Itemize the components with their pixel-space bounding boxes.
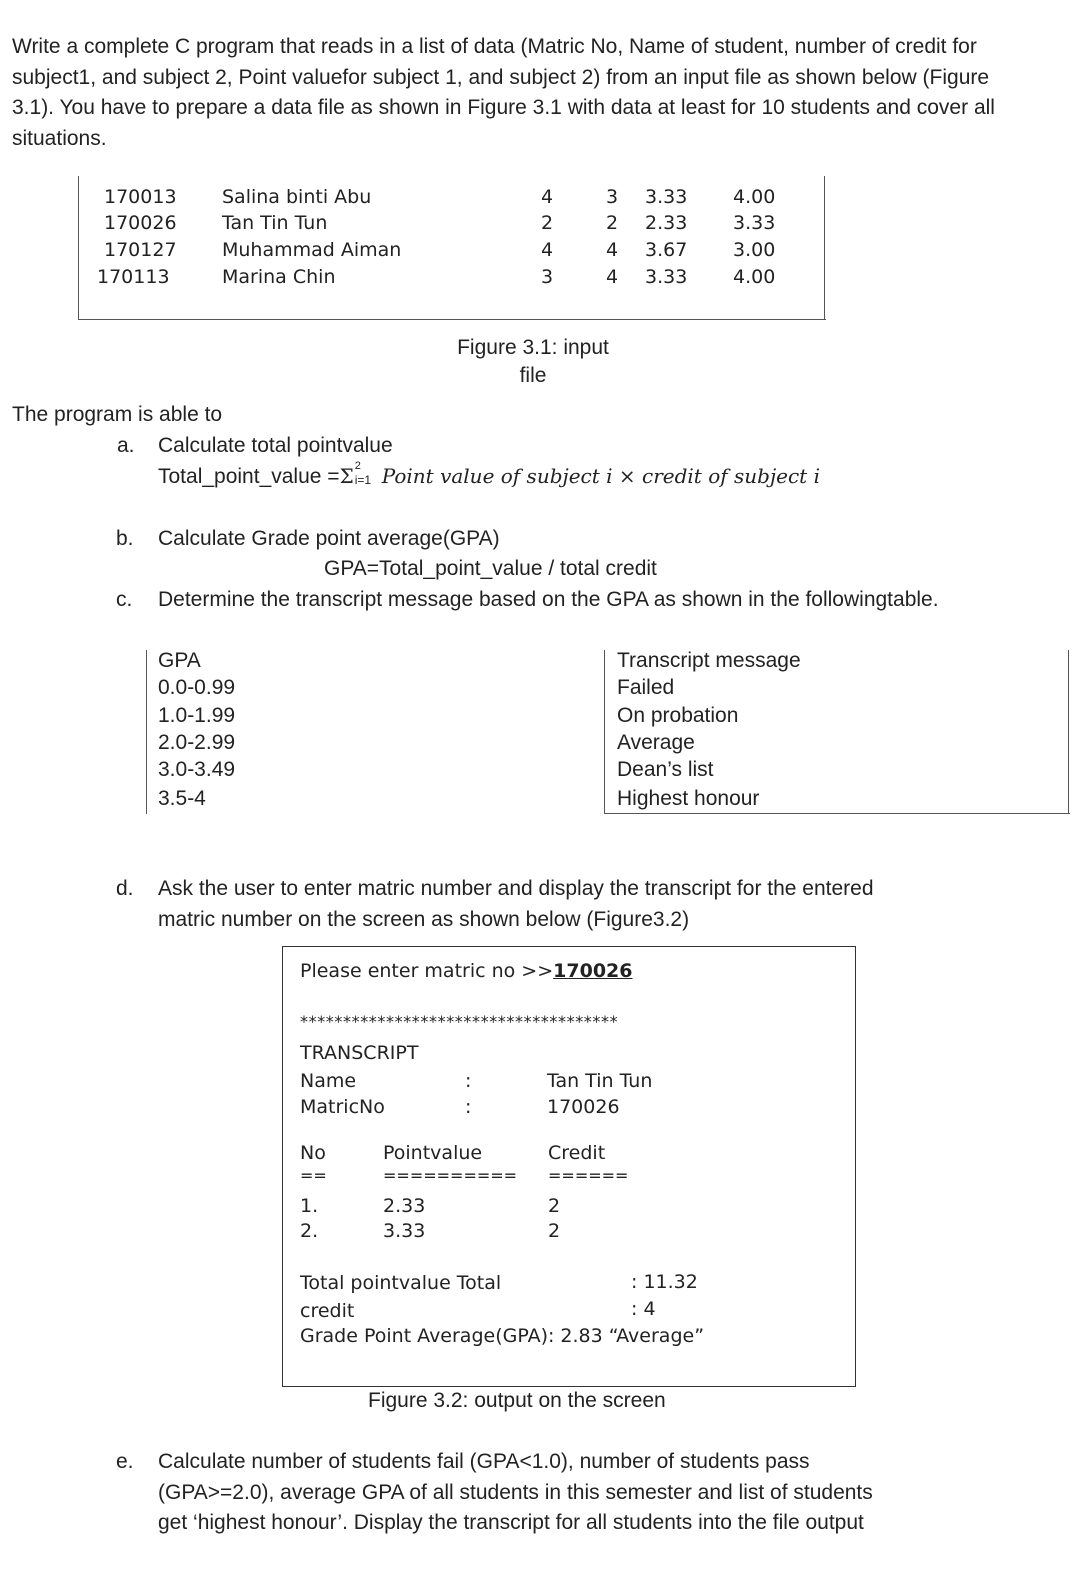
gpa-row-3: 2.0-2.99 [158, 731, 236, 754]
item-e-letter: e. [116, 1450, 134, 1473]
total-value2: : 4 [631, 1298, 656, 1320]
entered-matric: 170026 [553, 960, 633, 982]
item-a-formula [158, 460, 820, 489]
gpa-result-line: Grade Point Average(GPA): 2.83 “Average” [300, 1325, 705, 1347]
msg-row-1: Failed [617, 676, 675, 699]
sum-bounds [354, 460, 382, 488]
gpa-table-bottom-border [604, 813, 1070, 814]
formula-italic-part: Point value of subject i × credit of subject i [381, 464, 820, 488]
matric-value: 170026 [547, 1096, 620, 1116]
input-row-1-p1: 3.33 [645, 186, 688, 208]
row-1-credit: 2 [548, 1195, 561, 1217]
item-d-line2: matric number on the screen as shown below (Figure3.2) [158, 908, 690, 931]
input-row-2-c1: 2 [541, 212, 554, 234]
input-row-2-matric: 170026 [104, 212, 177, 234]
item-b-letter: b. [116, 527, 134, 550]
input-row-3-name: Muhammad Aiman [222, 239, 402, 261]
name-colon: : [465, 1070, 472, 1092]
program-intro: The program is able to [12, 403, 223, 426]
row-2-point: 3.33 [383, 1220, 426, 1242]
total-line2: credit [300, 1300, 355, 1322]
sep-no: == [300, 1166, 327, 1185]
sum-bottom: i=1 [354, 473, 372, 488]
input-row-2-p1: 2.33 [645, 212, 688, 234]
gpa-row-1: 0.0-0.99 [158, 676, 236, 699]
input-row-1-c1: 4 [541, 186, 554, 208]
input-row-3-p2: 3.00 [733, 239, 776, 261]
input-row-4-p1: 3.33 [645, 266, 688, 288]
input-file-bottom-border [78, 319, 826, 320]
item-e-line1: Calculate number of students fail (GPA<1.0), number of students pass [158, 1450, 810, 1473]
gpa-header: GPA [158, 649, 201, 672]
row-1-point: 2.33 [383, 1195, 426, 1217]
screen-prompt [300, 960, 632, 982]
row-2-credit: 2 [548, 1220, 561, 1242]
name-value: Tan Tin Tun [547, 1070, 653, 1092]
col-credit-header: Credit [548, 1142, 606, 1164]
matric-line-clip [290, 1094, 790, 1116]
input-row-3-p1: 3.67 [645, 239, 688, 261]
sep-point: ========== [383, 1166, 518, 1185]
gpa-row-2: 1.0-1.99 [158, 704, 236, 727]
intro-paragraph: Write a complete C program that reads in a list of data (Matric No, Name of student, number of credit for subject1, and subject 2, Point valuefor subject 1, and subject 2) from an input file as shown below (Figure 3.1). You have to prepare a data file as shown in Figure 3.1 with data at least for 10 students and cover all situations. [12, 35, 995, 150]
stars-line: ************************************* [300, 1012, 619, 1031]
input-row-3-c1: 4 [541, 239, 554, 261]
input-row-4-matric: 170113 [97, 266, 170, 288]
input-row-4-p2: 4.00 [733, 266, 776, 288]
gpa-row-5: 3.5-4 [158, 787, 206, 810]
input-row-4-c1: 3 [541, 266, 554, 288]
col-point-header: Pointvalue [383, 1142, 483, 1164]
input-row-1-c2: 3 [606, 186, 619, 208]
sep-credit: ====== [548, 1166, 629, 1185]
input-file-right-border [824, 176, 825, 320]
msg-row-3: Average [617, 731, 695, 754]
item-e-line2: (GPA>=2.0), average GPA of all students in this semester and list of students [158, 1481, 873, 1504]
item-c-letter: c. [116, 588, 133, 611]
matric-colon: : [465, 1096, 472, 1116]
item-b-formula: GPA=Total_point_value / total credit [324, 557, 657, 580]
gpa-table-mid-border [604, 650, 605, 814]
matric-label: MatricNo [300, 1096, 385, 1116]
input-file-left-border [78, 176, 79, 320]
prompt-text: Please enter matric no >> [300, 960, 554, 982]
formula-prefix: Total_point_value = [158, 465, 340, 488]
figure-3-1-caption-line2: file [519, 364, 547, 387]
msg-row-5: Highest honour [617, 787, 760, 810]
gpa-table-right-border [1068, 650, 1069, 814]
msg-row-4: Dean’s list [617, 758, 714, 781]
input-row-1-name: Salina binti Abu [222, 186, 372, 208]
figure-3-2-caption: Figure 3.2: output on the screen [368, 1389, 666, 1412]
input-row-2-c2: 2 [606, 212, 619, 234]
row-2-no: 2. [300, 1220, 319, 1242]
item-d-letter: d. [116, 877, 134, 900]
sum-top: 2 [354, 460, 361, 473]
figure-3-1-caption-line1: Figure 3.1: input [457, 336, 609, 359]
sigma-symbol: Σ [339, 464, 354, 488]
col-no-header: No [300, 1142, 326, 1164]
item-c-text: Determine the transcript message based on the GPA as shown in the followingtable. [158, 588, 939, 611]
input-row-2-p2: 3.33 [733, 212, 776, 234]
msg-row-2: On probation [617, 704, 739, 727]
item-a-letter: a. [117, 434, 135, 457]
input-row-3-matric: 170127 [104, 239, 177, 261]
row-1-no: 1. [300, 1195, 319, 1217]
msg-header: Transcript message [617, 649, 801, 672]
gpa-row-4: 3.0-3.49 [158, 758, 236, 781]
item-d-line1: Ask the user to enter matric number and display the transcript for the entered [158, 877, 874, 900]
input-row-1-p2: 4.00 [733, 186, 776, 208]
input-row-4-name: Marina Chin [222, 266, 336, 288]
input-row-2-name: Tan Tin Tun [222, 212, 328, 234]
item-b-text: Calculate Grade point average(GPA) [158, 527, 500, 550]
item-a-text: Calculate total pointvalue [158, 434, 393, 457]
item-e-line3: get ‘highest honour’. Display the transcript for all students into the file output [158, 1511, 864, 1534]
total-value1: : 11.32 [631, 1271, 698, 1293]
input-row-4-c2: 4 [606, 266, 619, 288]
name-label: Name [300, 1070, 357, 1092]
total-line1: Total pointvalue Total [300, 1272, 502, 1294]
transcript-title: TRANSCRIPT [300, 1042, 419, 1064]
input-row-1-matric: 170013 [104, 186, 177, 208]
input-row-3-c2: 4 [606, 239, 619, 261]
gpa-table-left-border [146, 650, 147, 814]
